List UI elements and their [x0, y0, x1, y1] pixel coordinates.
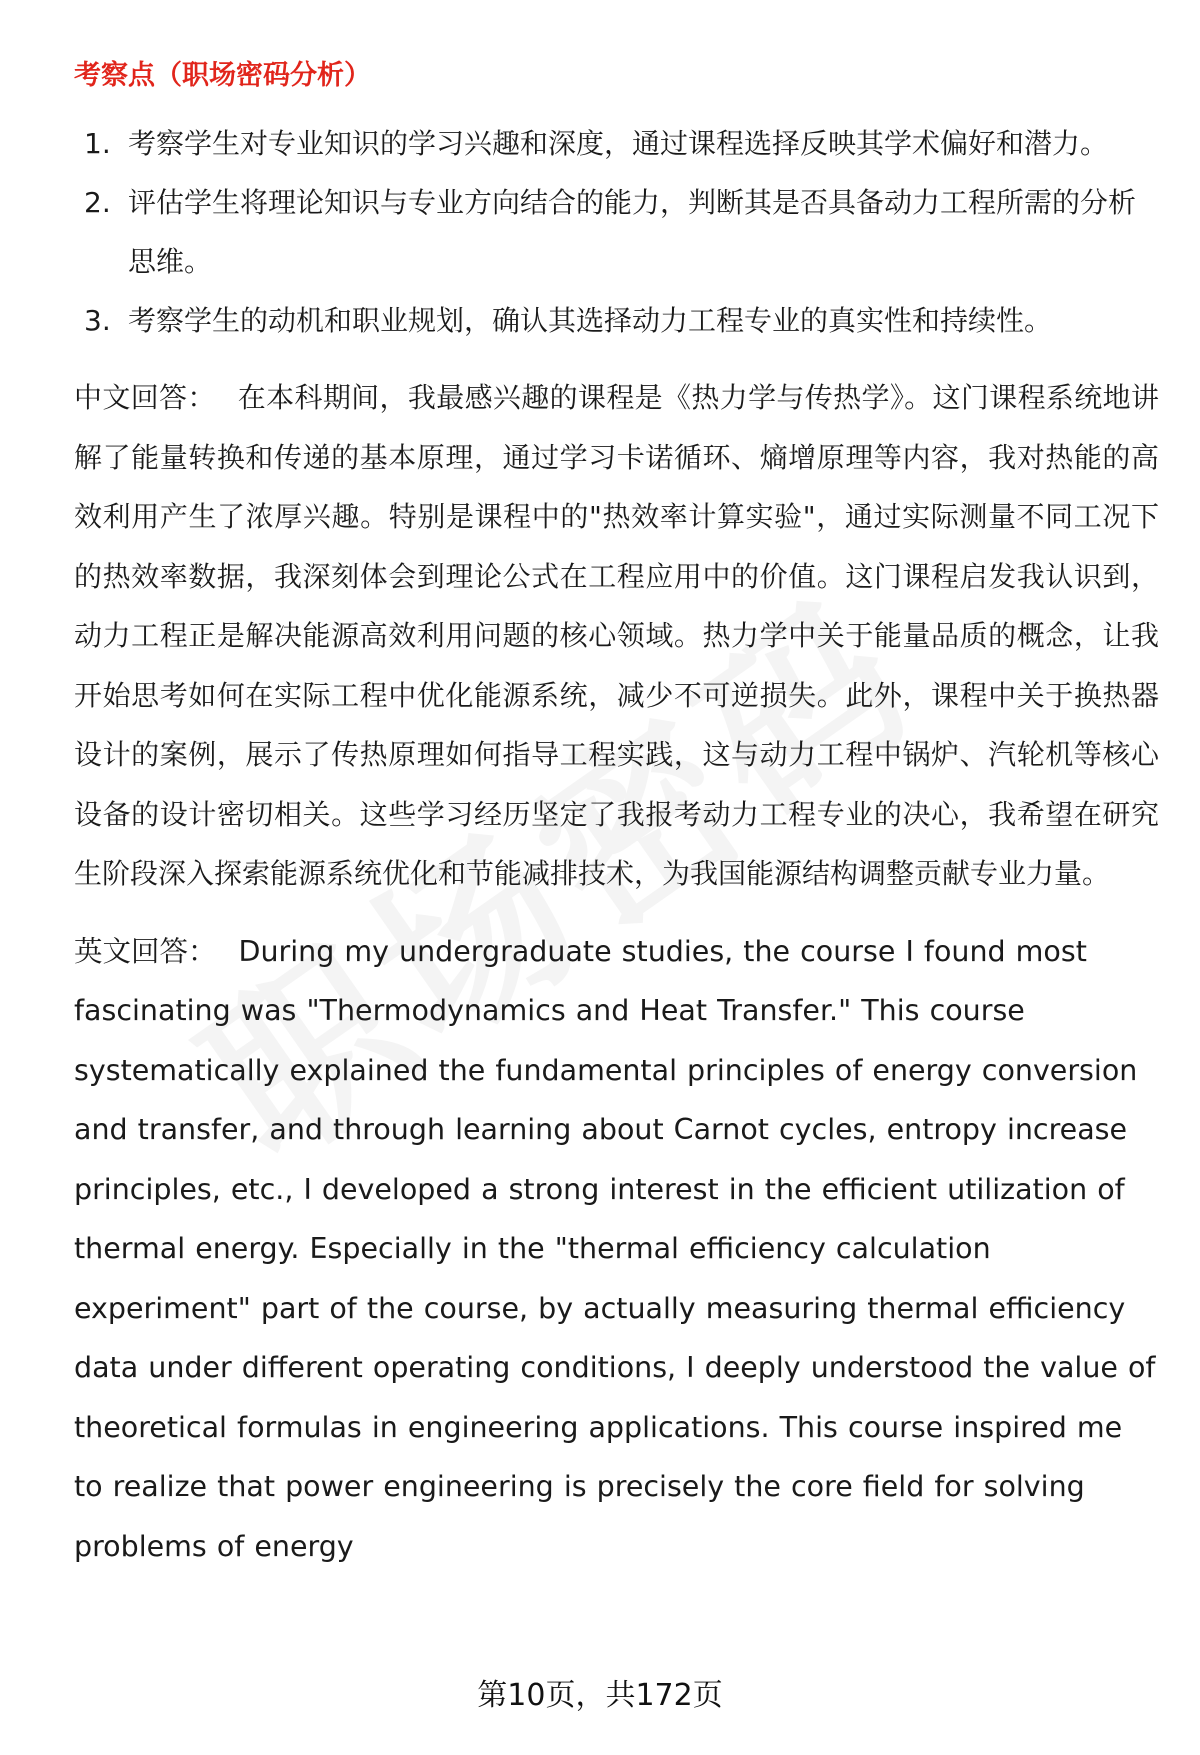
section-title: 考察点（职场密码分析） — [74, 60, 371, 91]
chinese-answer — [74, 368, 1159, 904]
list-item — [74, 173, 1159, 291]
chinese-answer-label: 中文回答： — [74, 381, 216, 414]
page-number: 第10页，共172页 — [477, 1678, 723, 1713]
english-answer-label: 英文回答： — [74, 934, 217, 968]
english-answer-text: During my undergraduate studies, the course I found most fascinating was "Thermodynamics and Heat Transfer." This course systematically explained the fundamental principles of energy conversion and transfer, and through learning about Carnot cycles, entropy increase principles, etc., I developed a strong interest in the efficient utilization of thermal energy. Especially in the "thermal efficiency calculation experiment" part of the course, by actually measuring thermal efficiency data under different operating conditions, I deeply understood the value of theoretical formulas in engineering applications. This course inspired me to realize that power engineering is precisely the core field for solving problems of energy — [74, 934, 1156, 1563]
document-page — [74, 56, 1159, 1594]
list-item — [74, 291, 1159, 350]
english-answer — [74, 922, 1159, 1577]
list-item-text: 考察学生的动机和职业规划，确认其选择动力工程专业的真实性和持续性。 — [128, 304, 1053, 337]
list-item-text: 考察学生对专业知识的学习兴趣和深度，通过课程选择反映其学术偏好和潜力。 — [128, 127, 1109, 160]
list-item — [74, 114, 1159, 173]
list-item-number: 1. — [84, 127, 111, 160]
list-item-text: 评估学生将理论知识与专业方向结合的能力，判断其是否具备动力工程所需的分析思维。 — [128, 186, 1137, 278]
list-item-number: 3. — [84, 304, 111, 337]
chinese-answer-text: 在本科期间，我最感兴趣的课程是《热力学与传热学》。这门课程系统地讲解了能量转换和传递的基本原理，通过学习卡诺循环、熵增原理等内容，我对热能的高效利用产生了浓厚兴趣。特别是课程中的"热效率计算实验"，通过实际测量不同工况下的热效率数据，我深刻体会到理论公式在工程应用中的价值。这门课程启发我认识到，动力工程正是解决能源高效利用问题的核心领域。热力学中关于能量品质的概念，让我开始思考如何在实际工程中优化能源系统，减少不可逆损失。此外，课程中关于换热器设计的案例，展示了传热原理如何指导工程实践，这与动力工程中锅炉、汽轮机等核心设备的设计密切相关。这些学习经历坚定了我报考动力工程专业的决心，我希望在研究生阶段深入探索能源系统优化和节能减排技术，为我国能源结构调整贡献专业力量。 — [74, 381, 1159, 890]
list-item-number: 2. — [84, 186, 111, 219]
points-list — [74, 114, 1159, 350]
